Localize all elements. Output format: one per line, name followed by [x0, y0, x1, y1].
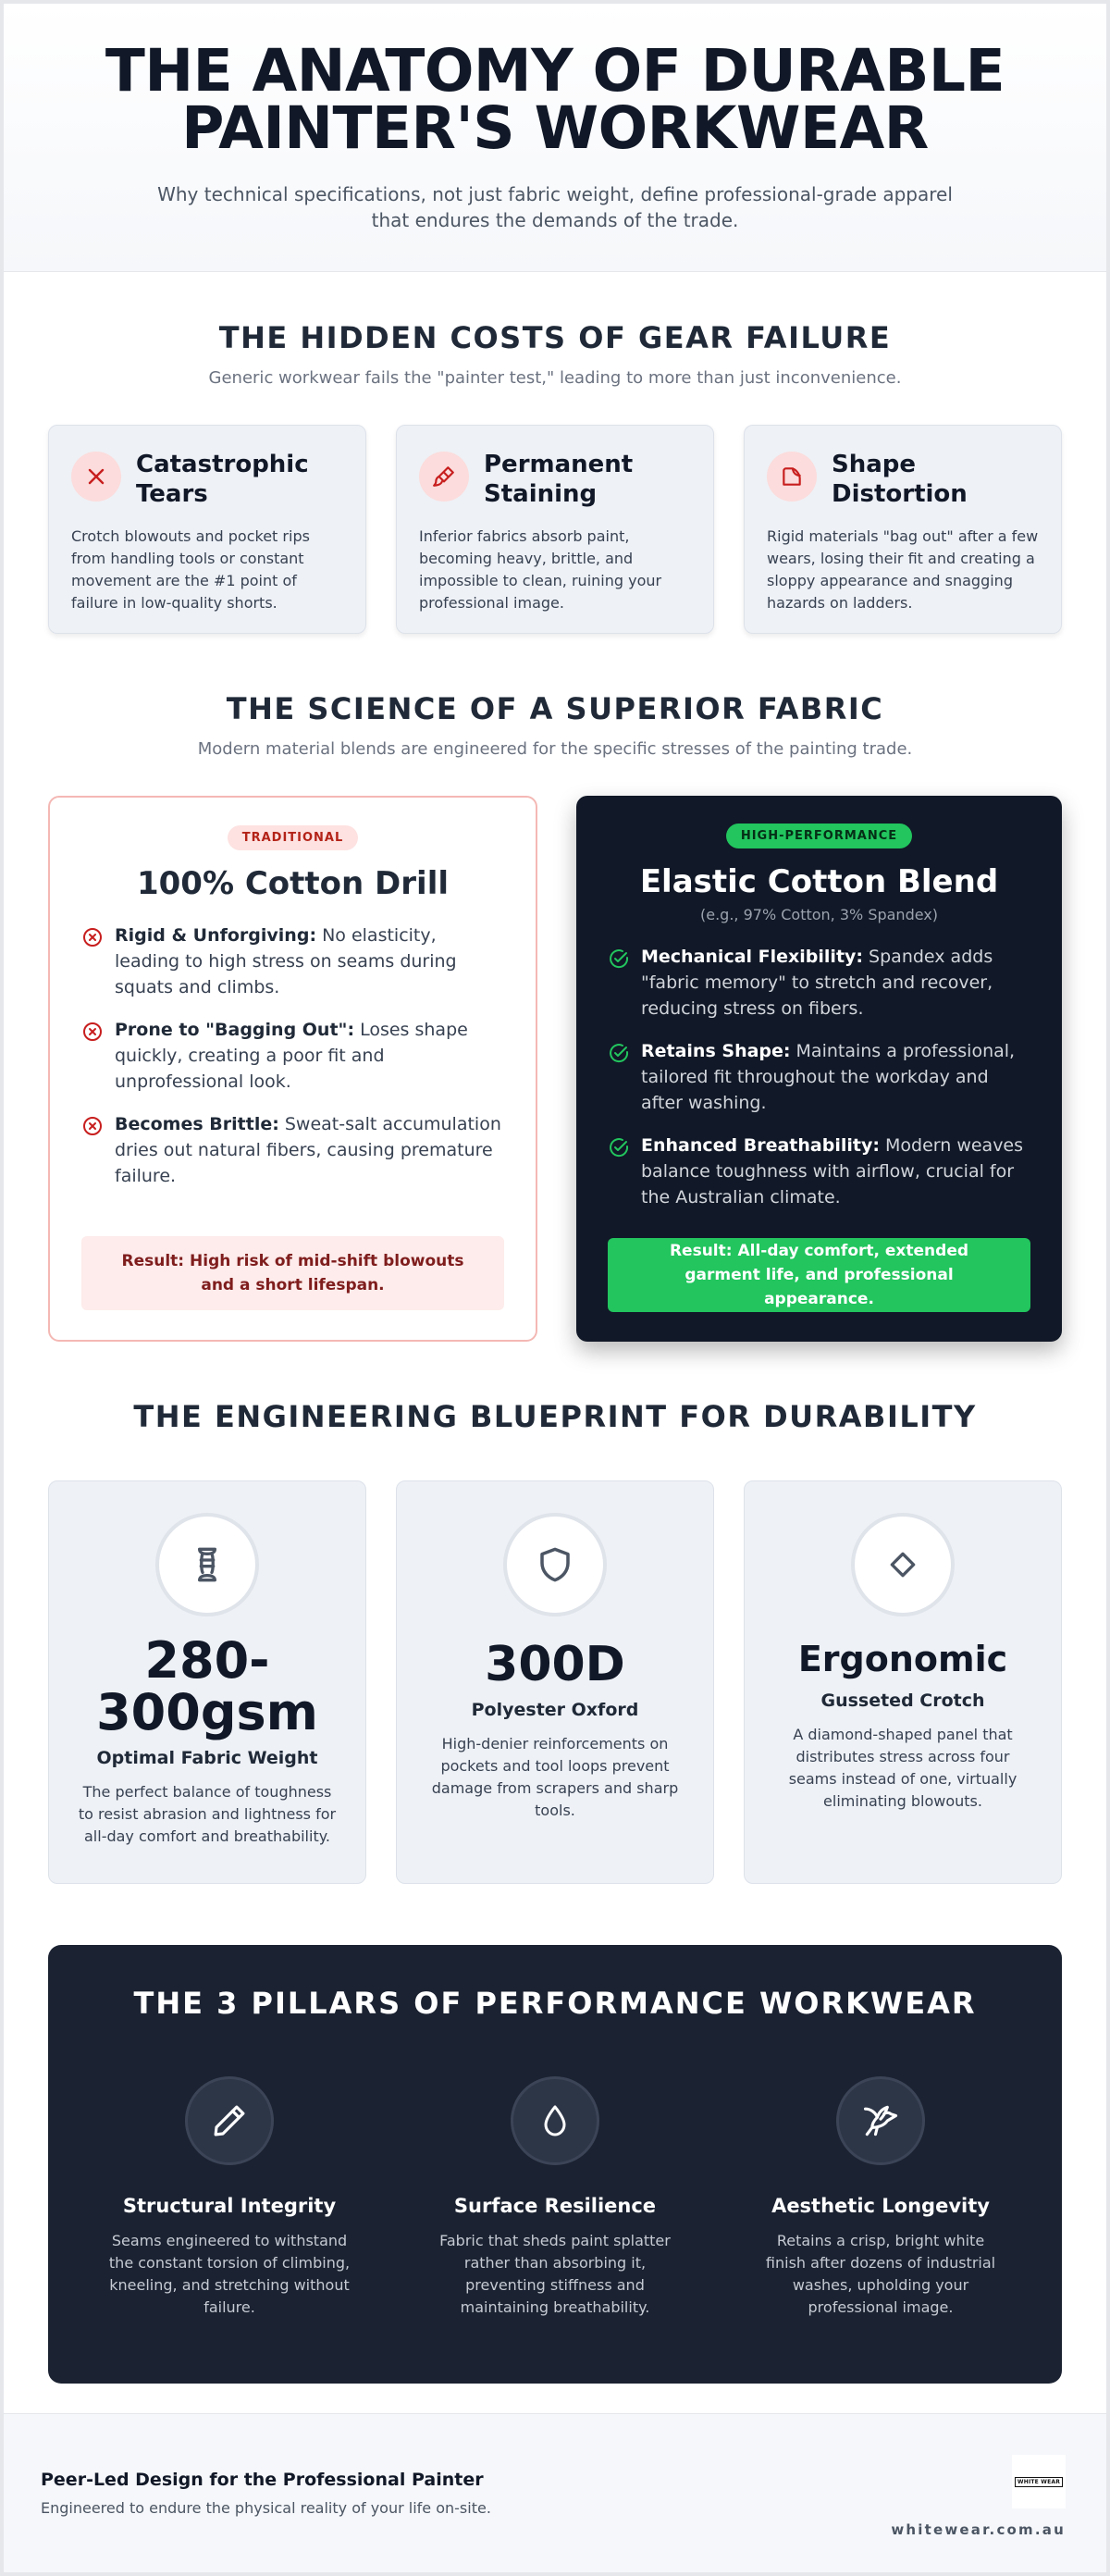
- fabric-comparison: [4, 796, 1106, 1342]
- pillar-structural-integrity: [67, 2076, 392, 2319]
- cost-card-text: Inferior fabrics absorb paint, becoming heavy, brittle, and impossible to clean, ruining your professional image.: [419, 527, 662, 612]
- footer-url: whitewear.com.au: [891, 2521, 1066, 2538]
- hero: [4, 4, 1106, 272]
- blueprint-text: The perfect balance of toughness to resist abrasion and lightness for all-day comfort and breathability.: [78, 1783, 337, 1845]
- item-bold: Retains Shape:: [641, 1041, 791, 1061]
- cost-card-staining: [396, 425, 714, 634]
- blueprint-text: High-denier reinforcements on pockets and tool loops prevent damage from scrapers and sharp tools.: [431, 1735, 679, 1819]
- item-text: No elasticity, leading to high stress on seams during squats and climbs.: [115, 925, 457, 997]
- blueprint-subtitle: Polyester Oxford: [471, 1700, 639, 1720]
- x-circle-icon: [81, 1115, 104, 1189]
- footer-subtitle: Engineered to endure the physical reality of your life on-site.: [41, 2499, 491, 2517]
- page-title-line1: THE ANATOMY OF DURABLE: [105, 37, 1005, 105]
- cost-card-title: Catastrophic Tears: [136, 451, 309, 508]
- paint-brush-icon: [419, 452, 469, 502]
- item-bold: Enhanced Breathability:: [641, 1135, 880, 1156]
- pillar-text: Fabric that sheds paint splatter rather than absorbing it, preventing stiffness and maintaining breathability.: [439, 2232, 671, 2316]
- section-title: THE SCIENCE OF A SUPERIOR FABRIC: [226, 691, 884, 726]
- cost-card-text: Rigid materials "bag out" after a few wears, losing their fit and creating a sloppy appearance and snagging hazards on ladders.: [767, 527, 1039, 612]
- fabric-blend-note: (e.g., 97% Cotton, 3% Spandex): [700, 906, 938, 923]
- blueprint-stat: Ergonomic: [797, 1639, 1008, 1679]
- blueprint-card-gusset: [744, 1480, 1062, 1884]
- fabric-card-title: 100% Cotton Drill: [136, 865, 450, 902]
- performance-fabric-card: [576, 796, 1062, 1342]
- pillar-title: Aesthetic Longevity: [771, 2195, 990, 2217]
- item-bold: Becomes Brittle:: [115, 1114, 279, 1134]
- droplet-icon: [511, 2076, 599, 2165]
- performance-pillars-section: [48, 1945, 1062, 2384]
- check-circle-icon: [608, 1136, 630, 1210]
- engineering-blueprint-section: [4, 1342, 1106, 1884]
- page-title-line2: PAINTER'S WORKWEAR: [181, 94, 929, 162]
- page-subtitle: Why technical specifications, not just fabric weight, define professional-grade apparel that endures the demands of the trade.: [157, 183, 953, 231]
- item-text: Maintains a professional, tailored fit throughout the workday and after washing.: [641, 1041, 1016, 1113]
- item-text: Sweat-salt accumulation dries out natural fibers, causing premature failure.: [115, 1114, 501, 1186]
- section-subtitle: Modern material blends are engineered for the specific stresses of the painting trade.: [197, 739, 913, 759]
- fabric-drawbacks-list: [81, 923, 504, 1189]
- cost-card-title: Shape Distortion: [832, 451, 968, 508]
- section-title: THE HIDDEN COSTS OF GEAR FAILURE: [218, 320, 892, 355]
- blueprint-subtitle: Gusseted Crotch: [820, 1690, 985, 1711]
- item-text: Loses shape quickly, creating a poor fit and unprofessional look.: [115, 1020, 468, 1092]
- cost-card-tears: [48, 425, 366, 634]
- footer: [4, 2413, 1106, 2572]
- fabric-benefits-list: [608, 944, 1030, 1210]
- shield-icon: [503, 1513, 607, 1616]
- pillar-surface-resilience: [392, 2076, 718, 2319]
- blueprint-stat: 300D: [485, 1637, 625, 1692]
- pillar-text: Seams engineered to withstand the constant torsion of climbing, kneeling, and stretching without failure.: [108, 2232, 351, 2316]
- list-item: [608, 944, 1030, 1022]
- section-title: THE ENGINEERING BLUEPRINT FOR DURABILITY: [133, 1399, 977, 1434]
- fabric-science-section: [4, 634, 1106, 1342]
- footer-title: Peer-Led Design for the Professional Painter: [41, 2470, 484, 2490]
- x-circle-icon: [81, 1021, 104, 1095]
- blueprint-stat-line1: 280-: [144, 1631, 270, 1690]
- blueprint-stat: [49, 1631, 365, 1741]
- brand-logo: [1012, 2455, 1066, 2508]
- cost-card-title: Permanent Staining: [484, 451, 634, 508]
- pencil-icon: [185, 2076, 274, 2165]
- list-item: [81, 1111, 504, 1189]
- blueprint-text: A diamond-shaped panel that distributes stress across four seams instead of one, virtually eliminating blowouts.: [788, 1726, 1018, 1810]
- performance-badge: HIGH-PERFORMANCE: [726, 824, 912, 848]
- cost-card-distortion: [744, 425, 1062, 634]
- item-text: Modern weaves balance toughness with airflow, crucial for the Australian climate.: [641, 1135, 1024, 1208]
- item-text: Spandex adds "fabric memory" to stretch and recover, reducing stress on fibers.: [641, 947, 993, 1019]
- list-item: [608, 1133, 1030, 1210]
- distorted-square-icon: [767, 452, 817, 502]
- list-item: [608, 1038, 1030, 1116]
- list-item: [81, 1017, 504, 1095]
- x-icon: [71, 452, 121, 502]
- cost-card-text: Crotch blowouts and pocket rips from handling tools or constant movement are the #1 point of failure in low-quality shorts.: [71, 527, 310, 612]
- performance-result: Result: All-day comfort, extended garment life, and professional appearance.: [608, 1238, 1030, 1312]
- blueprint-card-fabric-weight: [48, 1480, 366, 1884]
- check-circle-icon: [608, 1042, 630, 1116]
- section-title: THE 3 PILLARS OF PERFORMANCE WORKWEAR: [133, 1986, 977, 2021]
- pillar-aesthetic-longevity: [718, 2076, 1043, 2319]
- diamond-icon: [851, 1513, 955, 1616]
- page-title: [4, 37, 1106, 162]
- blueprint-card-polyester: [396, 1480, 714, 1884]
- pillars-list: [48, 2076, 1062, 2319]
- traditional-result: Result: High risk of mid-shift blowouts and a short lifespan.: [81, 1236, 504, 1310]
- blueprint-cards: [4, 1480, 1106, 1884]
- brand-logo-text: WHITE WEAR: [1015, 2477, 1063, 2487]
- fabric-card-title: Elastic Cotton Blend: [639, 863, 999, 900]
- item-bold: Mechanical Flexibility:: [641, 947, 864, 967]
- pillar-text: Retains a crisp, bright white finish after dozens of industrial washes, upholding your professional image.: [765, 2232, 996, 2316]
- list-item: [81, 923, 504, 1000]
- item-bold: Rigid & Unforgiving:: [115, 925, 317, 946]
- blueprint-subtitle: Optimal Fabric Weight: [96, 1748, 318, 1768]
- section-subtitle: Generic workwear fails the "painter test," leading to more than just inconvenience.: [208, 368, 902, 388]
- item-bold: Prone to "Bagging Out":: [115, 1020, 355, 1040]
- pillar-title: Surface Resilience: [453, 2195, 657, 2217]
- traditional-fabric-card: [48, 796, 537, 1342]
- dove-icon: [836, 2076, 925, 2165]
- check-circle-icon: [608, 947, 630, 1022]
- x-circle-icon: [81, 926, 104, 1000]
- infographic-page: [4, 4, 1106, 2572]
- thread-spool-icon: [155, 1513, 259, 1616]
- pillar-title: Structural Integrity: [122, 2195, 337, 2217]
- blueprint-stat-line2: 300gsm: [96, 1683, 318, 1741]
- traditional-badge: TRADITIONAL: [228, 825, 359, 850]
- hidden-costs-section: [4, 272, 1106, 634]
- cost-cards: [4, 425, 1106, 634]
